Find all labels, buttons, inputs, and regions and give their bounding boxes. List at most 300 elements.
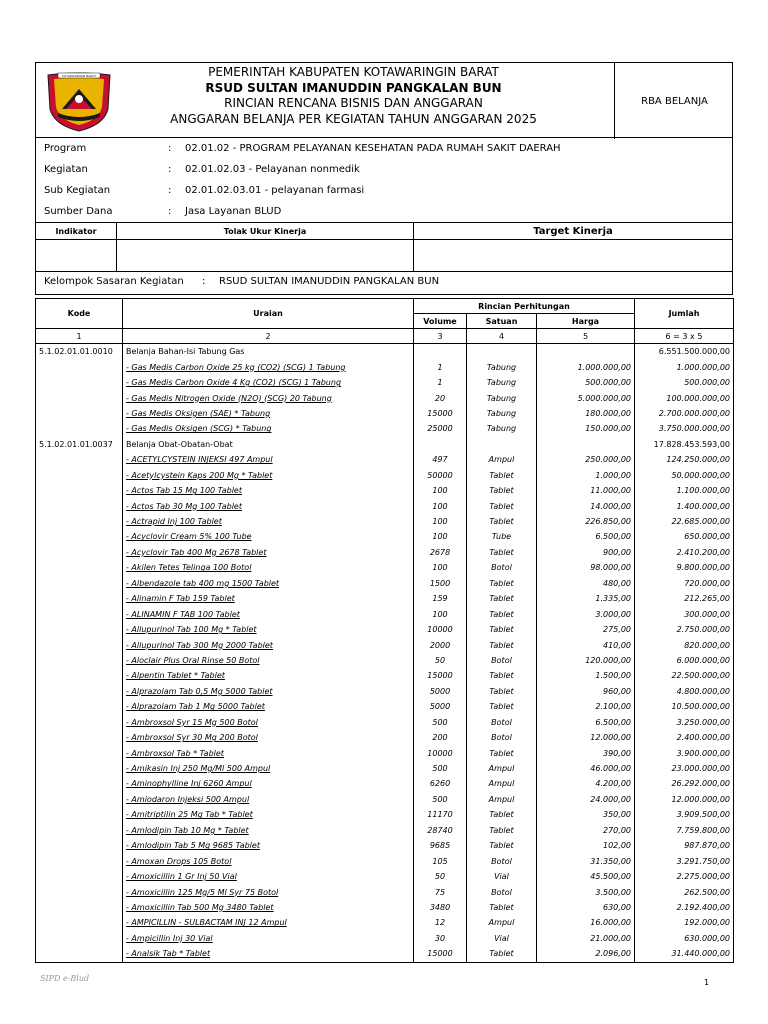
kode-cell <box>36 745 123 760</box>
kode-cell: 5.1.02.01.01.0037 <box>36 437 123 452</box>
satuan-cell: Botol <box>467 560 537 575</box>
harga-cell: 480,00 <box>537 576 635 591</box>
harga-cell: 5.000.000,00 <box>537 390 635 405</box>
header-titles <box>131 65 576 127</box>
satuan-cell: Tablet <box>467 576 537 591</box>
table-row <box>36 715 734 730</box>
volume-cell: 1 <box>414 375 467 390</box>
kode-cell <box>36 931 123 946</box>
kode-cell <box>36 483 123 498</box>
uraian-cell: - Amoxicillin Tab 500 Mg 3480 Tablet <box>123 900 414 915</box>
volume-cell: 100 <box>414 483 467 498</box>
info-program: Program : 02.01.02 - PROGRAM PELAYANAN KESEHATAN PADA RUMAH SAKIT DAERAH <box>44 143 561 154</box>
jumlah-cell: 26.292.000,00 <box>635 776 734 791</box>
col-uraian: Uraian <box>123 299 414 329</box>
kode-cell <box>36 900 123 915</box>
col-volume: Volume <box>414 314 467 329</box>
jumlah-cell: 22.500.000,00 <box>635 668 734 683</box>
volume-cell: 2678 <box>414 545 467 560</box>
volume-cell: 15000 <box>414 668 467 683</box>
harga-cell: 270,00 <box>537 823 635 838</box>
col-num-4: 4 <box>467 329 537 344</box>
jumlah-cell: 3.750.000.000,00 <box>635 421 734 436</box>
jumlah-cell: 4.800.000,00 <box>635 684 734 699</box>
jumlah-cell: 6.551.500.000,00 <box>635 344 734 360</box>
jumlah-cell: 192.000,00 <box>635 915 734 930</box>
kode-cell <box>36 637 123 652</box>
jumlah-cell: 22.685.000,00 <box>635 514 734 529</box>
uraian-cell: - Alinamin F Tab 159 Tablet <box>123 591 414 606</box>
volume-cell: 20 <box>414 390 467 405</box>
satuan-cell: Tabung <box>467 375 537 390</box>
uraian-cell: - Amoxicillin 125 Mg/5 Ml Syr 75 Botol <box>123 884 414 899</box>
satuan-cell: Botol <box>467 853 537 868</box>
kode-cell <box>36 560 123 575</box>
jumlah-cell: 1.100.000,00 <box>635 483 734 498</box>
kode-cell <box>36 359 123 374</box>
satuan-cell: Tablet <box>467 807 537 822</box>
uraian-cell: - Amikasin Inj 250 Mg/Ml 500 Ampul <box>123 761 414 776</box>
page-number: 1 <box>704 978 710 987</box>
satuan-cell: Ampul <box>467 792 537 807</box>
uraian-cell: - Allupurinol Tab 100 Mg * Tablet <box>123 622 414 637</box>
table-row <box>36 838 734 853</box>
kode-cell <box>36 807 123 822</box>
harga-cell: 11.000,00 <box>537 483 635 498</box>
harga-cell <box>537 437 635 452</box>
satuan-cell: Tablet <box>467 838 537 853</box>
table-row <box>36 807 734 822</box>
jumlah-cell: 50.000.000,00 <box>635 468 734 483</box>
jumlah-cell: 3.250.000,00 <box>635 715 734 730</box>
table-row <box>36 653 734 668</box>
kode-cell <box>36 421 123 436</box>
satuan-cell: Ampul <box>467 915 537 930</box>
satuan-cell: Tablet <box>467 900 537 915</box>
kode-cell <box>36 838 123 853</box>
volume-cell: 11170 <box>414 807 467 822</box>
kode-cell <box>36 606 123 621</box>
jumlah-cell: 650.000,00 <box>635 529 734 544</box>
uraian-cell: - Ambroxsol Syr 15 Mg 500 Botol <box>123 715 414 730</box>
harga-cell: 275,00 <box>537 622 635 637</box>
kode-cell <box>36 946 123 962</box>
volume-cell: 497 <box>414 452 467 467</box>
rba-belanja-label: RBA BELANJA <box>614 63 734 139</box>
satuan-cell: Tablet <box>467 498 537 513</box>
volume-cell: 500 <box>414 715 467 730</box>
volume-cell: 50 <box>414 869 467 884</box>
volume-cell: 1 <box>414 359 467 374</box>
harga-cell: 150.000,00 <box>537 421 635 436</box>
volume-cell: 1500 <box>414 576 467 591</box>
tolak-ukur-cell <box>117 240 414 271</box>
col-num-6: 6 = 3 x 5 <box>635 329 734 344</box>
jumlah-cell: 7.759.800,00 <box>635 823 734 838</box>
harga-cell <box>537 344 635 360</box>
uraian-cell: - Allupurinol Tab 300 Mg 2000 Tablet <box>123 637 414 652</box>
uraian-cell: - Gas Medis Carbon Oxide 4 Kg (CO2) (SCG) 1 Tabung <box>123 375 414 390</box>
kode-cell <box>36 730 123 745</box>
table-row <box>36 421 734 436</box>
kode-cell <box>36 406 123 421</box>
group-row <box>36 437 734 452</box>
uraian-cell: - AMPICILLIN - SULBACTAM INJ 12 Ampul <box>123 915 414 930</box>
harga-cell: 500.000,00 <box>537 375 635 390</box>
harga-cell: 630,00 <box>537 900 635 915</box>
jumlah-cell: 2.400.000,00 <box>635 730 734 745</box>
indicator-header <box>36 222 732 239</box>
table-row <box>36 514 734 529</box>
volume-cell: 3480 <box>414 900 467 915</box>
harga-cell: 16.000,00 <box>537 915 635 930</box>
jumlah-cell: 1.000.000,00 <box>635 359 734 374</box>
table-row <box>36 452 734 467</box>
satuan-cell: Tabung <box>467 390 537 405</box>
harga-cell: 410,00 <box>537 637 635 652</box>
harga-cell: 180.000,00 <box>537 406 635 421</box>
harga-cell: 350,00 <box>537 807 635 822</box>
harga-cell: 12.000,00 <box>537 730 635 745</box>
satuan-cell: Tablet <box>467 946 537 962</box>
satuan-cell: Ampul <box>467 452 537 467</box>
volume-cell: 100 <box>414 514 467 529</box>
table-row <box>36 375 734 390</box>
satuan-cell: Tablet <box>467 591 537 606</box>
table-row <box>36 606 734 621</box>
satuan-cell: Tablet <box>467 606 537 621</box>
table-row <box>36 622 734 637</box>
volume-cell: 15000 <box>414 946 467 962</box>
uraian-cell: - Analsik Tab * Tablet <box>123 946 414 962</box>
kode-cell <box>36 529 123 544</box>
uraian-cell: Belanja Obat-Obatan-Obat <box>123 437 414 452</box>
col-satuan: Satuan <box>467 314 537 329</box>
group-row <box>36 344 734 360</box>
uraian-cell: - Gas Medis Oksigen (SCG) * Tabung <box>123 421 414 436</box>
table-row <box>36 745 734 760</box>
satuan-cell: Tablet <box>467 622 537 637</box>
uraian-cell: - ALINAMIN F TAB 100 Tablet <box>123 606 414 621</box>
satuan-cell: Tablet <box>467 823 537 838</box>
kode-cell <box>36 915 123 930</box>
col-num-5: 5 <box>537 329 635 344</box>
volume-cell: 100 <box>414 560 467 575</box>
jumlah-cell: 9.800.000,00 <box>635 560 734 575</box>
table-row <box>36 915 734 930</box>
harga-cell: 6.500,00 <box>537 529 635 544</box>
harga-cell: 21.000,00 <box>537 931 635 946</box>
jumlah-cell: 720.000,00 <box>635 576 734 591</box>
jumlah-cell: 2.410.200,00 <box>635 545 734 560</box>
volume-cell: 50000 <box>414 468 467 483</box>
kode-cell <box>36 498 123 513</box>
jumlah-cell: 10.500.000,00 <box>635 699 734 714</box>
harga-cell: 2.096,00 <box>537 946 635 962</box>
uraian-cell: - Amlodipin Tab 10 Mg * Tablet <box>123 823 414 838</box>
kode-cell <box>36 591 123 606</box>
satuan-cell: Ampul <box>467 776 537 791</box>
jumlah-cell: 100.000.000,00 <box>635 390 734 405</box>
kode-cell <box>36 684 123 699</box>
document-page <box>35 62 733 963</box>
table-row <box>36 591 734 606</box>
budget-table <box>35 298 734 963</box>
table-row <box>36 946 734 962</box>
uraian-cell: - Aloclair Plus Oral Rinse 50 Botol <box>123 653 414 668</box>
uraian-cell: - Amitriptilin 25 Mg Tab * Tablet <box>123 807 414 822</box>
kode-cell <box>36 468 123 483</box>
satuan-cell <box>467 437 537 452</box>
harga-cell: 98.000,00 <box>537 560 635 575</box>
volume-cell: 75 <box>414 884 467 899</box>
uraian-cell: - Akilen Tetes Telinga 100 Botol <box>123 560 414 575</box>
harga-cell: 102,00 <box>537 838 635 853</box>
satuan-cell: Tube <box>467 529 537 544</box>
kode-cell <box>36 869 123 884</box>
uraian-cell: - Albendazole tab 400 mg 1500 Tablet <box>123 576 414 591</box>
kode-cell <box>36 823 123 838</box>
satuan-cell: Tablet <box>467 745 537 760</box>
col-kode: Kode <box>36 299 123 329</box>
volume-cell: 105 <box>414 853 467 868</box>
kode-cell <box>36 884 123 899</box>
table-row <box>36 730 734 745</box>
table-row <box>36 884 734 899</box>
harga-cell: 46.000,00 <box>537 761 635 776</box>
uraian-cell: - Gas Medis Nitrogen Oxide (N2O) (SCG) 20 Tabung <box>123 390 414 405</box>
jumlah-cell: 124.250.000,00 <box>635 452 734 467</box>
info-sumber-dana: Sumber Dana : Jasa Layanan BLUD <box>44 206 282 217</box>
harga-cell: 31.350,00 <box>537 853 635 868</box>
jumlah-cell: 212.265,00 <box>635 591 734 606</box>
col-harga: Harga <box>537 314 635 329</box>
volume-cell: 5000 <box>414 684 467 699</box>
kode-cell <box>36 792 123 807</box>
kode-cell <box>36 776 123 791</box>
kode-cell <box>36 668 123 683</box>
jumlah-cell: 262.500,00 <box>635 884 734 899</box>
harga-cell: 3.500,00 <box>537 884 635 899</box>
jumlah-cell: 1.400.000,00 <box>635 498 734 513</box>
uraian-cell: - Actos Tab 30 Mg 100 Tablet <box>123 498 414 513</box>
kode-cell <box>36 622 123 637</box>
table-row <box>36 560 734 575</box>
jumlah-cell: 12.000.000,00 <box>635 792 734 807</box>
satuan-cell: Vial <box>467 931 537 946</box>
kode-cell <box>36 514 123 529</box>
target-kinerja-col-header: Target Kinerja <box>533 225 613 237</box>
kode-cell <box>36 390 123 405</box>
jumlah-cell: 987.870,00 <box>635 838 734 853</box>
satuan-cell: Tabung <box>467 406 537 421</box>
harga-cell: 960,00 <box>537 684 635 699</box>
uraian-cell: - Alprazolam Tab 1 Mg 5000 Tablet <box>123 699 414 714</box>
jumlah-cell: 820.000,00 <box>635 637 734 652</box>
satuan-cell: Botol <box>467 884 537 899</box>
kode-cell <box>36 576 123 591</box>
volume-cell: 2000 <box>414 637 467 652</box>
svg-text:KOTAWARINGIN BARAT: KOTAWARINGIN BARAT <box>62 74 96 78</box>
regency-logo-icon <box>44 69 114 133</box>
satuan-cell: Tabung <box>467 421 537 436</box>
volume-cell <box>414 344 467 360</box>
uraian-cell: - Acyclovir Tab 400 Mg 2678 Tablet <box>123 545 414 560</box>
harga-cell: 14.000,00 <box>537 498 635 513</box>
header-line-3: RINCIAN RENCANA BISNIS DAN ANGGARAN <box>224 96 483 110</box>
jumlah-cell: 3.900.000,00 <box>635 745 734 760</box>
info-kegiatan: Kegiatan : 02.01.02.03 - Pelayanan nonmedik <box>44 164 360 175</box>
jumlah-cell: 23.000.000,00 <box>635 761 734 776</box>
jumlah-cell: 500.000,00 <box>635 375 734 390</box>
harga-cell: 6.500,00 <box>537 715 635 730</box>
uraian-cell: - Actrapid Inj 100 Tablet <box>123 514 414 529</box>
kode-cell <box>36 452 123 467</box>
satuan-cell: Tablet <box>467 699 537 714</box>
document-header <box>35 62 733 138</box>
info-sub-kegiatan: Sub Kegiatan : 02.01.02.03.01 - pelayanan farmasi <box>44 185 365 196</box>
table-row <box>36 869 734 884</box>
harga-cell: 2.100,00 <box>537 699 635 714</box>
satuan-cell: Tablet <box>467 545 537 560</box>
kode-cell <box>36 545 123 560</box>
harga-cell: 1.500,00 <box>537 668 635 683</box>
tolak-ukur-col-header: Tolak Ukur Kinerja <box>117 223 414 239</box>
harga-cell: 24.000,00 <box>537 792 635 807</box>
header-line-2: RSUD SULTAN IMANUDDIN PANGKALAN BUN <box>205 80 502 95</box>
table-row <box>36 684 734 699</box>
jumlah-cell: 6.000.000,00 <box>635 653 734 668</box>
harga-cell: 1.335,00 <box>537 591 635 606</box>
uraian-cell: - ACETYLCYSTEIN INJEKSI 497 Ampul <box>123 452 414 467</box>
uraian-cell: - Amiodaron Injeksi 500 Ampul <box>123 792 414 807</box>
uraian-cell: - Alprazolam Tab 0,5 Mg 5000 Tablet <box>123 684 414 699</box>
jumlah-cell: 630.000,00 <box>635 931 734 946</box>
volume-cell: 200 <box>414 730 467 745</box>
uraian-cell: - Acetylcystein Kaps 200 Mg * Tablet <box>123 468 414 483</box>
kelompok-sasaran: Kelompok Sasaran Kegiatan : RSUD SULTAN IMANUDDIN PANGKALAN BUN <box>36 271 732 294</box>
jumlah-cell: 3.909.500,00 <box>635 807 734 822</box>
harga-cell: 900,00 <box>537 545 635 560</box>
volume-cell: 500 <box>414 761 467 776</box>
uraian-cell: - Actos Tab 15 Mg 100 Tablet <box>123 483 414 498</box>
harga-cell: 226.850,00 <box>537 514 635 529</box>
volume-cell: 15000 <box>414 406 467 421</box>
jumlah-cell: 2.275.000,00 <box>635 869 734 884</box>
uraian-cell: - Gas Medis Carbon Oxide 25 kg (CO2) (SCG) 1 Tabung <box>123 359 414 374</box>
header-line-1: PEMERINTAH KABUPATEN KOTAWARINGIN BARAT <box>208 65 499 79</box>
uraian-cell: - Gas Medis Oksigen (SAE) * Tabung <box>123 406 414 421</box>
kode-cell <box>36 761 123 776</box>
uraian-cell: - Acyclovir Cream 5% 100 Tube <box>123 529 414 544</box>
table-row <box>36 545 734 560</box>
uraian-cell: - Ambroxsol Syr 30 Mg 200 Botol <box>123 730 414 745</box>
table-row <box>36 761 734 776</box>
volume-cell: 28740 <box>414 823 467 838</box>
jumlah-cell: 31.440.000,00 <box>635 946 734 962</box>
satuan-cell: Tablet <box>467 514 537 529</box>
satuan-cell: Tablet <box>467 468 537 483</box>
jumlah-cell: 17.828.453.593,00 <box>635 437 734 452</box>
table-row <box>36 529 734 544</box>
indicator-body <box>36 239 732 271</box>
table-row <box>36 699 734 714</box>
jumlah-cell: 2.700.000.000,00 <box>635 406 734 421</box>
uraian-cell: - Alpentin Tablet * Tablet <box>123 668 414 683</box>
indicator-cell <box>36 240 117 271</box>
volume-cell: 6260 <box>414 776 467 791</box>
volume-cell: 9685 <box>414 838 467 853</box>
table-row <box>36 483 734 498</box>
table-row <box>36 637 734 652</box>
table-row <box>36 668 734 683</box>
kode-cell <box>36 653 123 668</box>
uraian-cell: Belanja Bahan-Isi Tabung Gas <box>123 344 414 360</box>
jumlah-cell: 2.192.400,00 <box>635 900 734 915</box>
col-num-2: 2 <box>123 329 414 344</box>
volume-cell: 5000 <box>414 699 467 714</box>
uraian-cell: - Aminophylline Inj 6260 Ampul <box>123 776 414 791</box>
satuan-cell: Tabung <box>467 359 537 374</box>
table-row <box>36 468 734 483</box>
kode-cell <box>36 853 123 868</box>
harga-cell: 4.200,00 <box>537 776 635 791</box>
satuan-cell: Tablet <box>467 637 537 652</box>
volume-cell: 100 <box>414 606 467 621</box>
harga-cell: 1.000,00 <box>537 468 635 483</box>
table-row <box>36 853 734 868</box>
kode-cell <box>36 699 123 714</box>
satuan-cell: Botol <box>467 715 537 730</box>
volume-cell: 10000 <box>414 622 467 637</box>
table-row <box>36 792 734 807</box>
volume-cell: 30 <box>414 931 467 946</box>
volume-cell: 500 <box>414 792 467 807</box>
uraian-cell: - Amoxan Drops 105 Botol <box>123 853 414 868</box>
harga-cell: 250.000,00 <box>537 452 635 467</box>
satuan-cell: Tablet <box>467 684 537 699</box>
satuan-cell: Tablet <box>467 483 537 498</box>
satuan-cell: Ampul <box>467 761 537 776</box>
volume-cell: 25000 <box>414 421 467 436</box>
target-kinerja-cell <box>414 240 732 271</box>
harga-cell: 45.500,00 <box>537 869 635 884</box>
col-rincian: Rincian Perhitungan <box>414 299 635 314</box>
harga-cell: 120.000,00 <box>537 653 635 668</box>
table-row <box>36 390 734 405</box>
jumlah-cell: 300.000,00 <box>635 606 734 621</box>
volume-cell: 100 <box>414 498 467 513</box>
satuan-cell: Botol <box>467 730 537 745</box>
table-row <box>36 576 734 591</box>
header-line-4: ANGGARAN BELANJA PER KEGIATAN TAHUN ANGGARAN 2025 <box>170 111 537 126</box>
table-row <box>36 498 734 513</box>
indicator-col-header: Indikator <box>36 223 117 239</box>
volume-cell <box>414 437 467 452</box>
volume-cell: 10000 <box>414 745 467 760</box>
volume-cell: 100 <box>414 529 467 544</box>
table-row <box>36 406 734 421</box>
table-body <box>36 344 734 963</box>
satuan-cell: Botol <box>467 653 537 668</box>
satuan-cell <box>467 344 537 360</box>
col-jumlah: Jumlah <box>635 299 734 329</box>
col-num-3: 3 <box>414 329 467 344</box>
uraian-cell: - Ampicillin Inj 30 Vial <box>123 931 414 946</box>
uraian-cell: - Amlodipin Tab 5 Mg 9685 Tablet <box>123 838 414 853</box>
jumlah-cell: 2.750.000,00 <box>635 622 734 637</box>
kode-cell: 5.1.02.01.01.0010 <box>36 344 123 360</box>
